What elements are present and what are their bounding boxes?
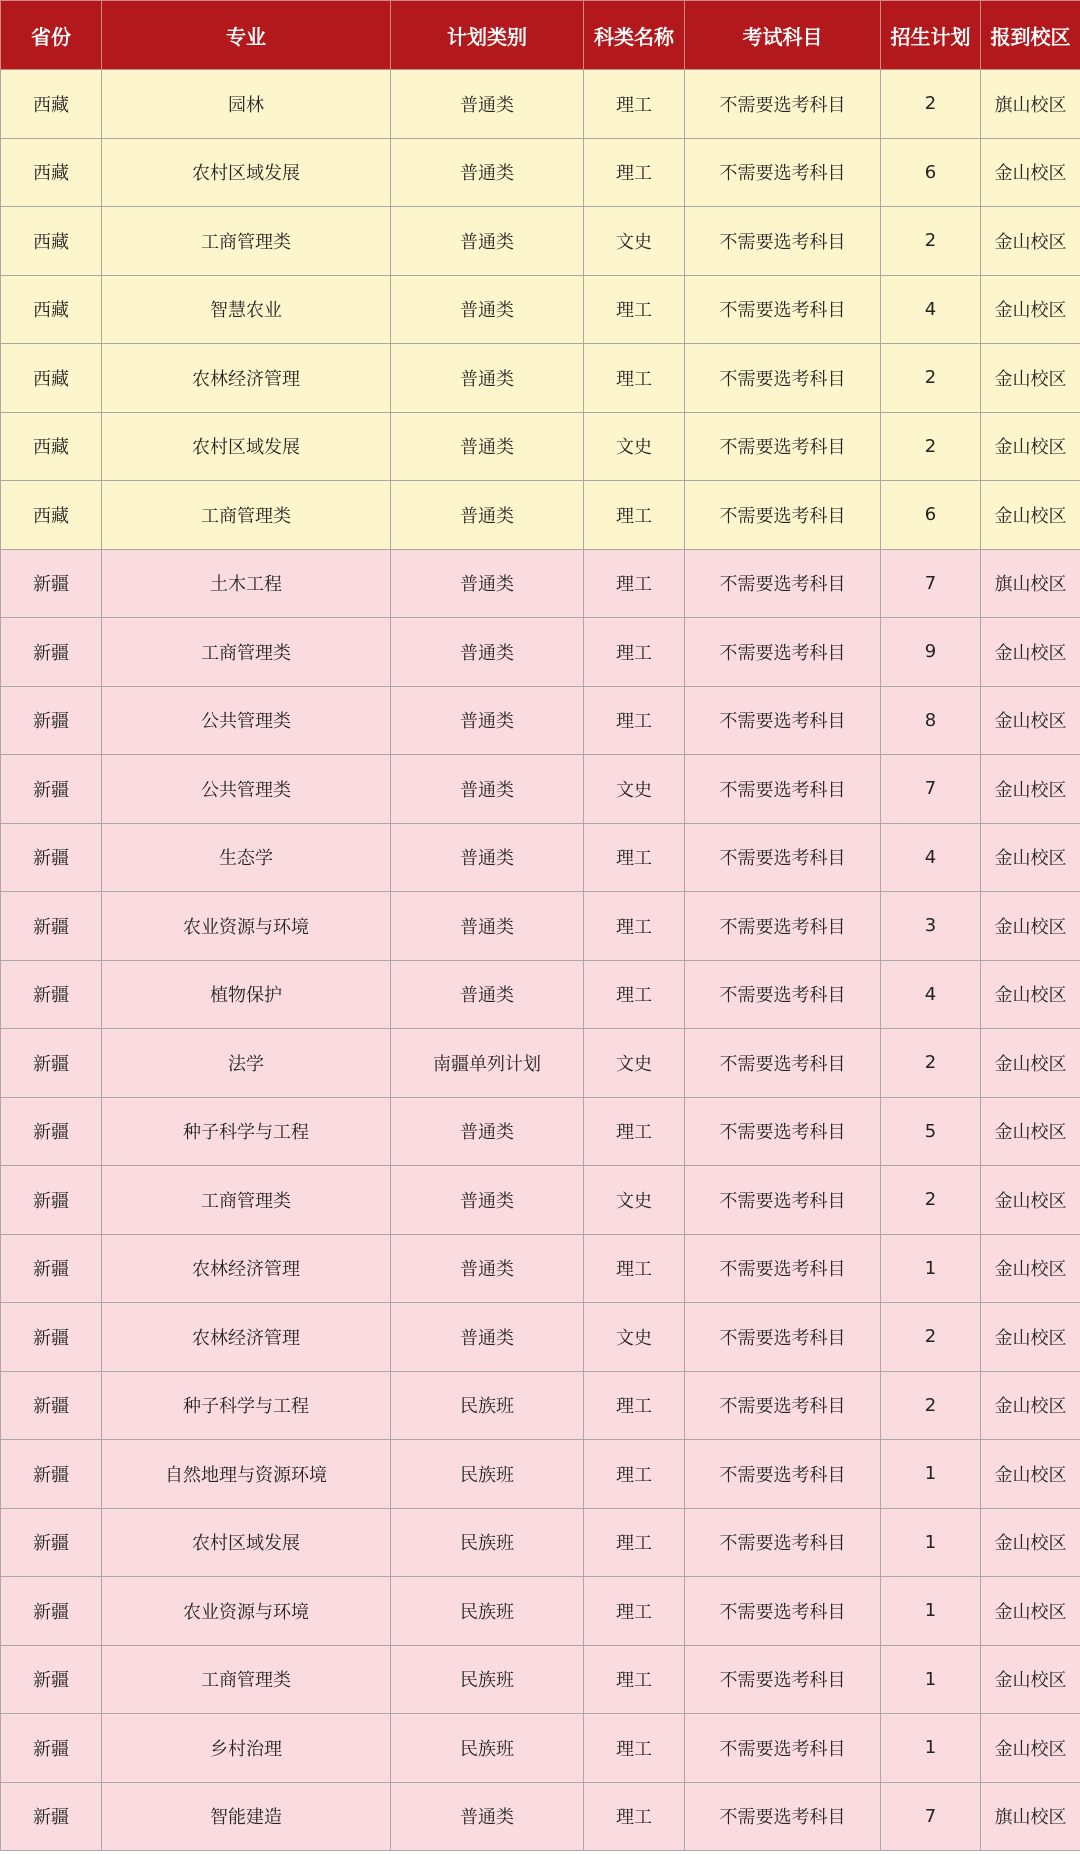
cell-major: 工商管理类 [102,618,391,687]
header-plan-type: 计划类别 [391,1,584,70]
cell-subject-category: 理工 [584,549,685,618]
cell-subject-category: 文史 [584,412,685,481]
cell-plan-type: 南疆单列计划 [391,1029,584,1098]
cell-subject-category: 文史 [584,755,685,824]
cell-subject-category: 理工 [584,618,685,687]
table-row [1,1303,1080,1372]
cell-subject-category: 文史 [584,1029,685,1098]
cell-enrollment-quota: 1 [881,1508,981,1577]
cell-major: 农业资源与环境 [102,1577,391,1646]
table-row [1,1234,1080,1303]
table-row [1,275,1080,344]
cell-province: 新疆 [1,1166,102,1235]
cell-campus: 金山校区 [981,1508,1080,1577]
cell-plan-type: 普通类 [391,549,584,618]
cell-exam-subjects: 不需要选考科目 [685,823,881,892]
cell-plan-type: 普通类 [391,70,584,139]
table-row [1,1440,1080,1509]
cell-province: 西藏 [1,344,102,413]
table-row [1,618,1080,687]
cell-province: 西藏 [1,207,102,276]
cell-exam-subjects: 不需要选考科目 [685,1508,881,1577]
cell-major: 农村区域发展 [102,412,391,481]
cell-plan-type: 民族班 [391,1371,584,1440]
cell-subject-category: 理工 [584,275,685,344]
table-row [1,1645,1080,1714]
table-row [1,207,1080,276]
cell-province: 西藏 [1,412,102,481]
cell-enrollment-quota: 4 [881,823,981,892]
cell-plan-type: 民族班 [391,1508,584,1577]
cell-enrollment-quota: 4 [881,960,981,1029]
cell-plan-type: 普通类 [391,412,584,481]
cell-plan-type: 普通类 [391,344,584,413]
cell-province: 新疆 [1,1234,102,1303]
cell-campus: 金山校区 [981,481,1080,550]
cell-campus: 旗山校区 [981,1782,1080,1851]
table-body [1,70,1080,1851]
cell-exam-subjects: 不需要选考科目 [685,549,881,618]
table-row [1,755,1080,824]
cell-major: 土木工程 [102,549,391,618]
cell-subject-category: 文史 [584,1303,685,1372]
cell-major: 公共管理类 [102,686,391,755]
cell-enrollment-quota: 6 [881,481,981,550]
header-subject-category: 科类名称 [584,1,685,70]
cell-enrollment-quota: 6 [881,138,981,207]
cell-exam-subjects: 不需要选考科目 [685,138,881,207]
cell-subject-category: 理工 [584,138,685,207]
cell-campus: 金山校区 [981,207,1080,276]
cell-plan-type: 普通类 [391,755,584,824]
cell-exam-subjects: 不需要选考科目 [685,1577,881,1646]
cell-enrollment-quota: 2 [881,1371,981,1440]
header-campus: 报到校区 [981,1,1080,70]
cell-province: 新疆 [1,1782,102,1851]
cell-province: 新疆 [1,1097,102,1166]
cell-exam-subjects: 不需要选考科目 [685,1645,881,1714]
cell-subject-category: 文史 [584,207,685,276]
cell-campus: 金山校区 [981,1440,1080,1509]
header-row [1,1,1080,70]
cell-subject-category: 理工 [584,823,685,892]
cell-plan-type: 普通类 [391,960,584,1029]
cell-enrollment-quota: 2 [881,412,981,481]
cell-province: 新疆 [1,1714,102,1783]
cell-campus: 金山校区 [981,823,1080,892]
cell-major: 植物保护 [102,960,391,1029]
cell-enrollment-quota: 2 [881,1029,981,1098]
cell-plan-type: 民族班 [391,1577,584,1646]
cell-campus: 旗山校区 [981,549,1080,618]
cell-subject-category: 理工 [584,960,685,1029]
cell-province: 西藏 [1,70,102,139]
table-row [1,70,1080,139]
table-row [1,686,1080,755]
cell-exam-subjects: 不需要选考科目 [685,1371,881,1440]
cell-enrollment-quota: 1 [881,1714,981,1783]
cell-exam-subjects: 不需要选考科目 [685,960,881,1029]
table-row [1,1782,1080,1851]
table-row [1,138,1080,207]
table-row [1,1371,1080,1440]
cell-province: 新疆 [1,686,102,755]
cell-major: 农村区域发展 [102,1508,391,1577]
cell-major: 农林经济管理 [102,1303,391,1372]
table-row [1,960,1080,1029]
cell-province: 新疆 [1,823,102,892]
table-row [1,1508,1080,1577]
cell-major: 公共管理类 [102,755,391,824]
cell-exam-subjects: 不需要选考科目 [685,70,881,139]
cell-campus: 旗山校区 [981,70,1080,139]
cell-exam-subjects: 不需要选考科目 [685,481,881,550]
cell-exam-subjects: 不需要选考科目 [685,1234,881,1303]
cell-subject-category: 理工 [584,344,685,413]
table-row [1,549,1080,618]
cell-exam-subjects: 不需要选考科目 [685,1440,881,1509]
cell-enrollment-quota: 2 [881,70,981,139]
cell-major: 智慧农业 [102,275,391,344]
cell-campus: 金山校区 [981,1371,1080,1440]
cell-exam-subjects: 不需要选考科目 [685,1782,881,1851]
cell-campus: 金山校区 [981,1645,1080,1714]
cell-exam-subjects: 不需要选考科目 [685,1714,881,1783]
table-row [1,1577,1080,1646]
cell-major: 农林经济管理 [102,1234,391,1303]
cell-plan-type: 普通类 [391,207,584,276]
cell-enrollment-quota: 3 [881,892,981,961]
cell-plan-type: 普通类 [391,1166,584,1235]
cell-enrollment-quota: 9 [881,618,981,687]
cell-enrollment-quota: 1 [881,1440,981,1509]
cell-major: 工商管理类 [102,1645,391,1714]
cell-province: 新疆 [1,549,102,618]
cell-subject-category: 理工 [584,1440,685,1509]
cell-exam-subjects: 不需要选考科目 [685,686,881,755]
cell-campus: 金山校区 [981,1303,1080,1372]
cell-province: 新疆 [1,892,102,961]
cell-exam-subjects: 不需要选考科目 [685,207,881,276]
cell-campus: 金山校区 [981,1097,1080,1166]
cell-campus: 金山校区 [981,344,1080,413]
cell-major: 园林 [102,70,391,139]
table-row [1,1166,1080,1235]
table-row [1,892,1080,961]
cell-exam-subjects: 不需要选考科目 [685,755,881,824]
cell-enrollment-quota: 1 [881,1577,981,1646]
cell-province: 新疆 [1,1371,102,1440]
cell-major: 生态学 [102,823,391,892]
cell-enrollment-quota: 2 [881,1166,981,1235]
cell-subject-category: 理工 [584,1782,685,1851]
cell-province: 新疆 [1,1577,102,1646]
cell-enrollment-quota: 2 [881,207,981,276]
cell-exam-subjects: 不需要选考科目 [685,412,881,481]
cell-exam-subjects: 不需要选考科目 [685,1097,881,1166]
header-major: 专业 [102,1,391,70]
header-enrollment-quota: 招生计划 [881,1,981,70]
cell-subject-category: 理工 [584,1714,685,1783]
cell-campus: 金山校区 [981,138,1080,207]
cell-exam-subjects: 不需要选考科目 [685,618,881,687]
cell-province: 西藏 [1,275,102,344]
cell-major: 乡村治理 [102,1714,391,1783]
table-row [1,1714,1080,1783]
table-row [1,412,1080,481]
cell-plan-type: 普通类 [391,892,584,961]
cell-subject-category: 文史 [584,1166,685,1235]
table-row [1,344,1080,413]
cell-major: 种子科学与工程 [102,1371,391,1440]
cell-major: 种子科学与工程 [102,1097,391,1166]
cell-major: 自然地理与资源环境 [102,1440,391,1509]
table-row [1,1097,1080,1166]
cell-enrollment-quota: 5 [881,1097,981,1166]
cell-campus: 金山校区 [981,1234,1080,1303]
header-exam-subjects: 考试科目 [685,1,881,70]
cell-subject-category: 理工 [584,481,685,550]
cell-major: 农林经济管理 [102,344,391,413]
cell-enrollment-quota: 1 [881,1645,981,1714]
table-row [1,823,1080,892]
cell-subject-category: 理工 [584,1371,685,1440]
cell-plan-type: 普通类 [391,275,584,344]
cell-plan-type: 普通类 [391,618,584,687]
cell-plan-type: 普通类 [391,138,584,207]
table-row [1,481,1080,550]
cell-subject-category: 理工 [584,1508,685,1577]
cell-subject-category: 理工 [584,892,685,961]
cell-province: 西藏 [1,138,102,207]
cell-enrollment-quota: 4 [881,275,981,344]
cell-province: 新疆 [1,1508,102,1577]
cell-exam-subjects: 不需要选考科目 [685,892,881,961]
cell-province: 新疆 [1,960,102,1029]
cell-campus: 金山校区 [981,755,1080,824]
cell-campus: 金山校区 [981,275,1080,344]
cell-major: 农业资源与环境 [102,892,391,961]
cell-subject-category: 理工 [584,1577,685,1646]
cell-province: 新疆 [1,1440,102,1509]
cell-plan-type: 民族班 [391,1440,584,1509]
cell-subject-category: 理工 [584,1234,685,1303]
cell-province: 新疆 [1,618,102,687]
cell-major: 法学 [102,1029,391,1098]
cell-enrollment-quota: 7 [881,1782,981,1851]
cell-major: 工商管理类 [102,481,391,550]
cell-major: 农村区域发展 [102,138,391,207]
cell-plan-type: 普通类 [391,1303,584,1372]
cell-exam-subjects: 不需要选考科目 [685,344,881,413]
cell-province: 新疆 [1,1303,102,1372]
cell-plan-type: 普通类 [391,481,584,550]
cell-campus: 金山校区 [981,1577,1080,1646]
cell-campus: 金山校区 [981,412,1080,481]
cell-campus: 金山校区 [981,1029,1080,1098]
cell-plan-type: 普通类 [391,1782,584,1851]
cell-province: 新疆 [1,1645,102,1714]
cell-major: 工商管理类 [102,1166,391,1235]
cell-subject-category: 理工 [584,1645,685,1714]
cell-plan-type: 普通类 [391,686,584,755]
cell-subject-category: 理工 [584,1097,685,1166]
cell-subject-category: 理工 [584,686,685,755]
cell-enrollment-quota: 8 [881,686,981,755]
cell-plan-type: 民族班 [391,1714,584,1783]
cell-province: 新疆 [1,1029,102,1098]
cell-exam-subjects: 不需要选考科目 [685,1303,881,1372]
cell-plan-type: 民族班 [391,1645,584,1714]
cell-campus: 金山校区 [981,1714,1080,1783]
cell-enrollment-quota: 2 [881,1303,981,1372]
cell-plan-type: 普通类 [391,823,584,892]
cell-enrollment-quota: 7 [881,549,981,618]
cell-province: 新疆 [1,755,102,824]
cell-enrollment-quota: 1 [881,1234,981,1303]
cell-campus: 金山校区 [981,618,1080,687]
cell-campus: 金山校区 [981,686,1080,755]
cell-major: 智能建造 [102,1782,391,1851]
cell-subject-category: 理工 [584,70,685,139]
cell-plan-type: 普通类 [391,1234,584,1303]
cell-exam-subjects: 不需要选考科目 [685,275,881,344]
cell-plan-type: 普通类 [391,1097,584,1166]
cell-enrollment-quota: 7 [881,755,981,824]
cell-campus: 金山校区 [981,960,1080,1029]
header-province: 省份 [1,1,102,70]
cell-campus: 金山校区 [981,1166,1080,1235]
cell-campus: 金山校区 [981,892,1080,961]
cell-exam-subjects: 不需要选考科目 [685,1029,881,1098]
cell-province: 西藏 [1,481,102,550]
cell-enrollment-quota: 2 [881,344,981,413]
table-row [1,1029,1080,1098]
cell-exam-subjects: 不需要选考科目 [685,1166,881,1235]
cell-major: 工商管理类 [102,207,391,276]
